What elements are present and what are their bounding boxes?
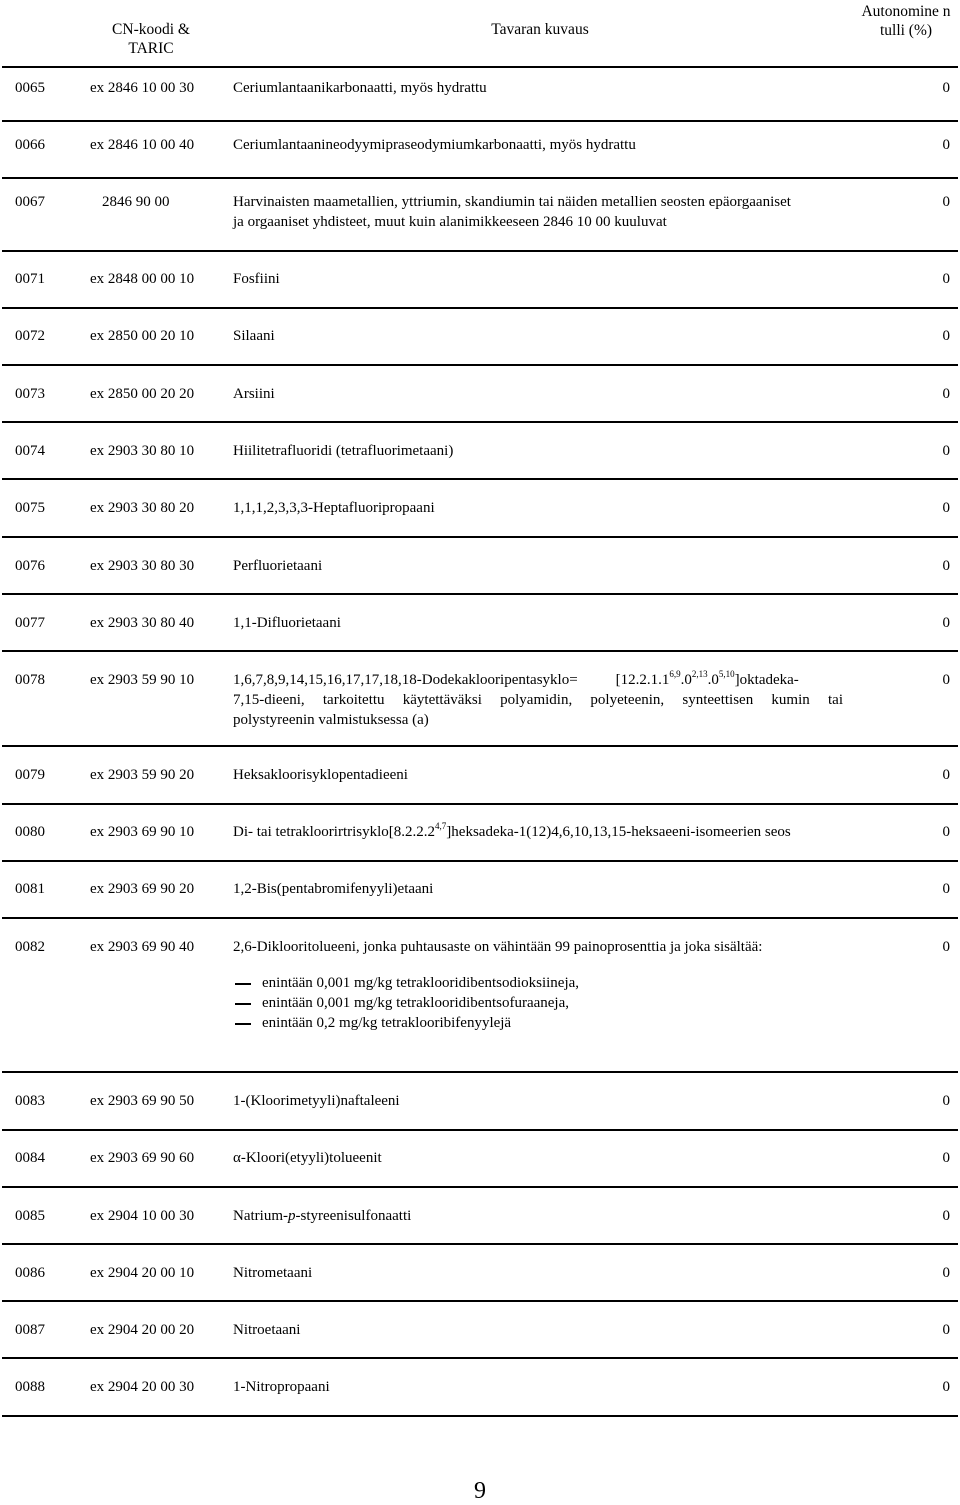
row-cn-code: ex 2846 10 00 30 [90,80,195,96]
row-rate: 0 [942,137,950,153]
row-rate: 0 [942,1208,950,1224]
superscript: 6,9 [669,669,681,679]
row-rate: 0 [942,939,950,955]
table-divider [2,478,958,480]
row-number: 0085 [15,1208,45,1224]
superscript: 4,7 [435,821,447,831]
row-cn-code: 2846 90 00 [102,194,170,210]
row-cn-code: ex 2903 69 90 10 [90,824,195,840]
row-description: α-Kloori(etyyli)tolueenit [233,1150,382,1166]
table-divider [2,1243,958,1245]
table-divider [2,593,958,595]
row-number: 0076 [15,558,45,574]
row-number: 0065 [15,80,45,96]
row-number: 0066 [15,137,45,153]
table-divider [2,120,958,122]
page-number: 9 [474,1478,486,1504]
row-cn-code: ex 2903 30 80 10 [90,443,195,459]
description-line: 2,6-Diklooritolueeni, jonka puhtausaste on vähintään 99 painoprosenttia ja joka sisältää: [233,939,763,955]
row-description: 1,1-Difluorietaani [233,615,341,631]
superscript: 5,10 [718,669,735,679]
row-rate: 0 [942,672,950,688]
list-item: enintään 0,2 mg/kg tetraklooribifenyylejä [233,1013,873,1033]
list-item: enintään 0,001 mg/kg tetraklooridibentsofuraaneja, [233,993,873,1013]
row-description [233,822,843,842]
row-rate: 0 [942,1150,950,1166]
row-number: 0087 [15,1322,45,1338]
formula-text: ]oktadeka- [734,672,799,688]
row-cn-code: ex 2903 59 90 20 [90,767,195,783]
row-description: 1-(Kloorimetyyli)naftaleeni [233,1093,400,1109]
row-cn-code: ex 2903 69 90 50 [90,1093,195,1109]
row-number: 0073 [15,386,45,402]
row-number: 0075 [15,500,45,516]
header-description: Tavaran kuvaus [491,21,589,38]
row-cn-code: ex 2904 10 00 30 [90,1208,195,1224]
table-divider [2,1129,958,1131]
row-number: 0086 [15,1265,45,1281]
row-rate: 0 [942,615,950,631]
row-cn-code: ex 2903 69 90 40 [90,939,195,955]
row-cn-code: ex 2904 20 00 10 [90,1265,195,1281]
row-number: 0077 [15,615,45,631]
table-divider [2,536,958,538]
formula-text: [12.2.1.1 [615,672,670,688]
row-rate: 0 [942,1322,950,1338]
row-cn-code: ex 2903 59 90 10 [90,672,195,688]
row-cn-code: ex 2846 10 00 40 [90,137,195,153]
row-number: 0082 [15,939,45,955]
row-number: 0088 [15,1379,45,1395]
row-description: Nitrometaani [233,1265,313,1281]
formula-text: .0 [707,672,719,688]
row-rate: 0 [942,881,950,897]
table-divider [2,307,958,309]
table-divider [2,803,958,805]
header-rate: Autonomine n tulli (%) [861,3,951,39]
list-item: enintään 0,001 mg/kg tetraklooridibentsodioksiineja, [233,973,873,993]
row-cn-code: ex 2903 30 80 20 [90,500,195,516]
row-description: Ceriumlantaanineodyymipraseodymiumkarbonaatti, myös hydrattu [233,137,636,153]
row-rate: 0 [942,1093,950,1109]
table-header [0,0,960,66]
row-number: 0067 [15,194,45,210]
table-divider [2,745,958,747]
table-divider [2,1071,958,1073]
table-divider [2,1300,958,1302]
description-line: 7,15-dieeni, tarkoitettu käytettäväksi polyamidin, polyeteenin, synteettisen kumin tai [233,692,843,708]
row-rate: 0 [942,767,950,783]
row-description [233,937,873,1033]
row-cn-code: ex 2904 20 00 30 [90,1379,195,1395]
formula-text: Di- tai tetrakloorirtrisyklo[8.2.2.2 [233,824,436,840]
row-cn-code: ex 2850 00 20 10 [90,328,195,344]
table-divider [2,917,958,919]
row-description: 1,2-Bis(pentabromifenyyli)etaani [233,881,434,897]
table-divider [2,860,958,862]
table-divider [2,250,958,252]
row-description: Silaani [233,328,275,344]
row-description [233,192,843,232]
row-description: Nitroetaani [233,1322,301,1338]
table-divider [2,421,958,423]
row-number: 0080 [15,824,45,840]
row-number: 0071 [15,271,45,287]
row-description: 1,1,1,2,3,3,3-Heptafluoripropaani [233,500,435,516]
formula-text: p [287,1208,296,1224]
row-cn-code: ex 2903 30 80 40 [90,615,195,631]
description-line: ja orgaaniset yhdisteet, muut kuin alanimikkeeseen 2846 10 00 kuuluvat [233,214,667,230]
table-divider [2,177,958,179]
formula-text: -styreenisulfonaatti [295,1208,412,1224]
row-rate: 0 [942,194,950,210]
row-number: 0083 [15,1093,45,1109]
formula-text: Natrium- [233,1208,288,1224]
row-description: 1-Nitropropaani [233,1379,330,1395]
table-divider [2,1415,958,1417]
row-rate: 0 [942,1379,950,1395]
row-rate: 0 [942,386,950,402]
row-number: 0074 [15,443,45,459]
row-description [233,670,843,730]
formula-text: 1,6,7,8,9,14,15,16,17,17,18,18-Dodekaklooripentasyklo= [233,672,578,688]
row-rate: 0 [942,1265,950,1281]
condition-list [233,973,873,1033]
formula-text: ]heksadeka-1(12)4,6,10,13,15-heksaeeni-isomeerien seos [446,824,791,840]
row-cn-code: ex 2903 69 90 60 [90,1150,195,1166]
table-divider [2,66,958,68]
row-rate: 0 [942,500,950,516]
row-number: 0072 [15,328,45,344]
formula-text: .0 [680,672,692,688]
table-divider [2,1186,958,1188]
row-number: 0081 [15,881,45,897]
row-description: Fosfiini [233,271,280,287]
row-rate: 0 [942,824,950,840]
description-line: Harvinaisten maametallien, yttriumin, skandiumin tai näiden metallien seosten epäorgaaniset [233,194,791,210]
row-description [233,1206,843,1226]
row-cn-code: ex 2848 00 00 10 [90,271,195,287]
description-line [233,670,843,690]
row-description: Heksakloorisyklopentadieeni [233,767,408,783]
table-divider [2,1357,958,1359]
row-number: 0079 [15,767,45,783]
row-description: Ceriumlantaanikarbonaatti, myös hydrattu [233,80,487,96]
row-cn-code: ex 2904 20 00 20 [90,1322,195,1338]
row-rate: 0 [942,443,950,459]
row-number: 0084 [15,1150,45,1166]
row-number: 0078 [15,672,45,688]
row-rate: 0 [942,271,950,287]
row-cn-code: ex 2850 00 20 20 [90,386,195,402]
row-description: Hiilitetrafluoridi (tetrafluorimetaani) [233,443,454,459]
row-description: Arsiini [233,386,275,402]
table-divider [2,650,958,652]
row-cn-code: ex 2903 30 80 30 [90,558,195,574]
row-rate: 0 [942,80,950,96]
row-rate: 0 [942,328,950,344]
header-cn-code: CN-koodi & TARIC [112,21,190,57]
row-rate: 0 [942,558,950,574]
row-description: Perfluorietaani [233,558,323,574]
superscript: 2,13 [691,669,708,679]
description-line: polystyreenin valmistuksessa (a) [233,712,429,728]
table-divider [2,364,958,366]
row-cn-code: ex 2903 69 90 20 [90,881,195,897]
